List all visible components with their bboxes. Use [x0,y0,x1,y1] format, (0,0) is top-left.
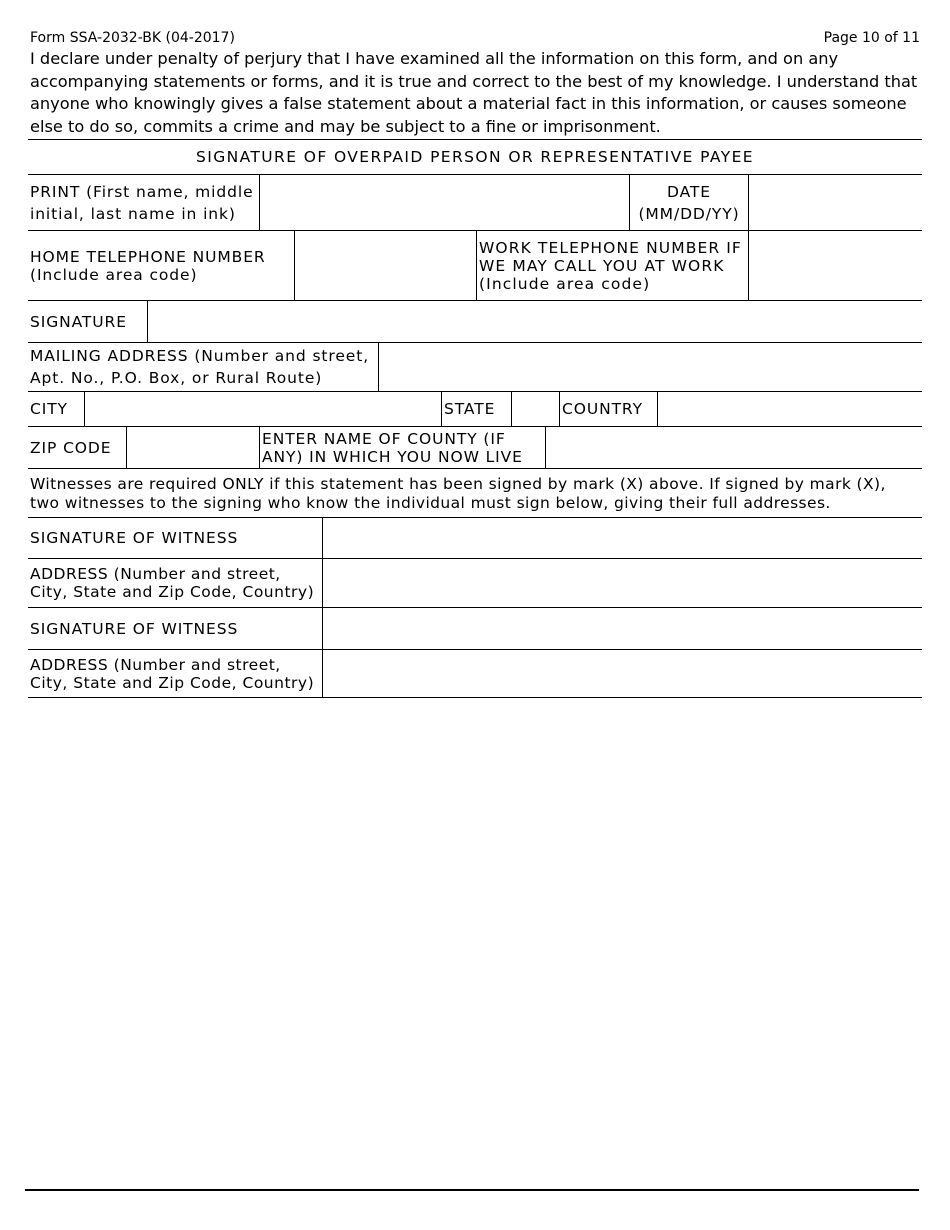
zip-code-field[interactable] [126,427,259,468]
signature-field[interactable] [147,301,922,342]
witness-note: Witnesses are required ONLY if this statement has been signed by mark (X) above. If signed by mark (X), two witnesses to the signing who know the individual must sign below, giving their full addresses. [30,475,886,512]
work-phone-label: WORK TELEPHONE NUMBER IF WE MAY CALL YOU AT WORK (Include area code) [476,231,748,300]
print-name-label: PRINT (First name, middle initial, last name in ink) [30,182,254,223]
section-title-row [28,139,922,174]
witness2-signature-field[interactable] [322,608,922,649]
mailing-address-field[interactable] [378,343,922,391]
signature-row [28,300,922,342]
country-field[interactable] [657,392,922,426]
witness1-address-field[interactable] [322,559,922,607]
home-phone-field[interactable] [294,231,476,300]
print-name-row [28,174,922,230]
county-label: ENTER NAME OF COUNTY (IF ANY) IN WHICH YOU NOW LIVE [259,427,545,468]
section-title: SIGNATURE OF OVERPAID PERSON OR REPRESENTATIVE PAYEE [196,148,754,166]
country-label: COUNTRY [559,392,657,426]
witness2-address-field[interactable] [322,650,922,697]
city-state-country-row [28,391,922,426]
county-field[interactable] [545,427,922,468]
witness2-address-label: ADDRESS (Number and street, City, State and Zip Code, Country) [30,655,315,692]
city-label: CITY [30,400,68,418]
zip-county-row [28,426,922,468]
state-label: STATE [441,392,511,426]
witness1-address-label: ADDRESS (Number and street, City, State and Zip Code, Country) [30,565,315,601]
date-field[interactable] [748,175,922,230]
declaration-text: I declare under penalty of perjury that I have examined all the information on this form, and on any accompanying statements or forms, and it is true and correct to the best of my knowledge. I understand that anyone who knowingly gives a false statement about a material fact in this information, or causes someone else to do so, commits a crime and may be subject to a fine or imprisonment. [30,49,918,136]
witness-note-row [28,468,922,517]
signature-form [28,139,922,698]
form-id: Form SSA-2032-BK (04-2017) [30,30,235,46]
signature-label: SIGNATURE [30,312,127,331]
city-field[interactable] [84,392,441,426]
witness2-signature-label: SIGNATURE OF WITNESS [30,619,239,638]
witness1-address-row [28,558,922,607]
witness2-signature-row [28,607,922,649]
witness1-signature-label: SIGNATURE OF WITNESS [30,529,239,547]
print-name-field[interactable] [259,175,629,230]
mailing-address-label: MAILING ADDRESS (Number and street, Apt. No., P.O. Box, or Rural Route) [30,347,370,387]
page-number: Page 10 of 11 [823,30,920,46]
witness1-signature-row [28,517,922,558]
witness2-address-row [28,649,922,698]
state-field[interactable] [511,392,559,426]
date-label: DATE (MM/DD/YY) [629,175,748,230]
home-phone-label: HOME TELEPHONE NUMBER (Include area code) [30,247,266,284]
phone-row [28,230,922,300]
footer-rule [25,1189,919,1191]
work-phone-field[interactable] [748,231,922,300]
zip-code-label: ZIP CODE [30,438,112,457]
mailing-address-row [28,342,922,391]
witness1-signature-field[interactable] [322,518,922,558]
